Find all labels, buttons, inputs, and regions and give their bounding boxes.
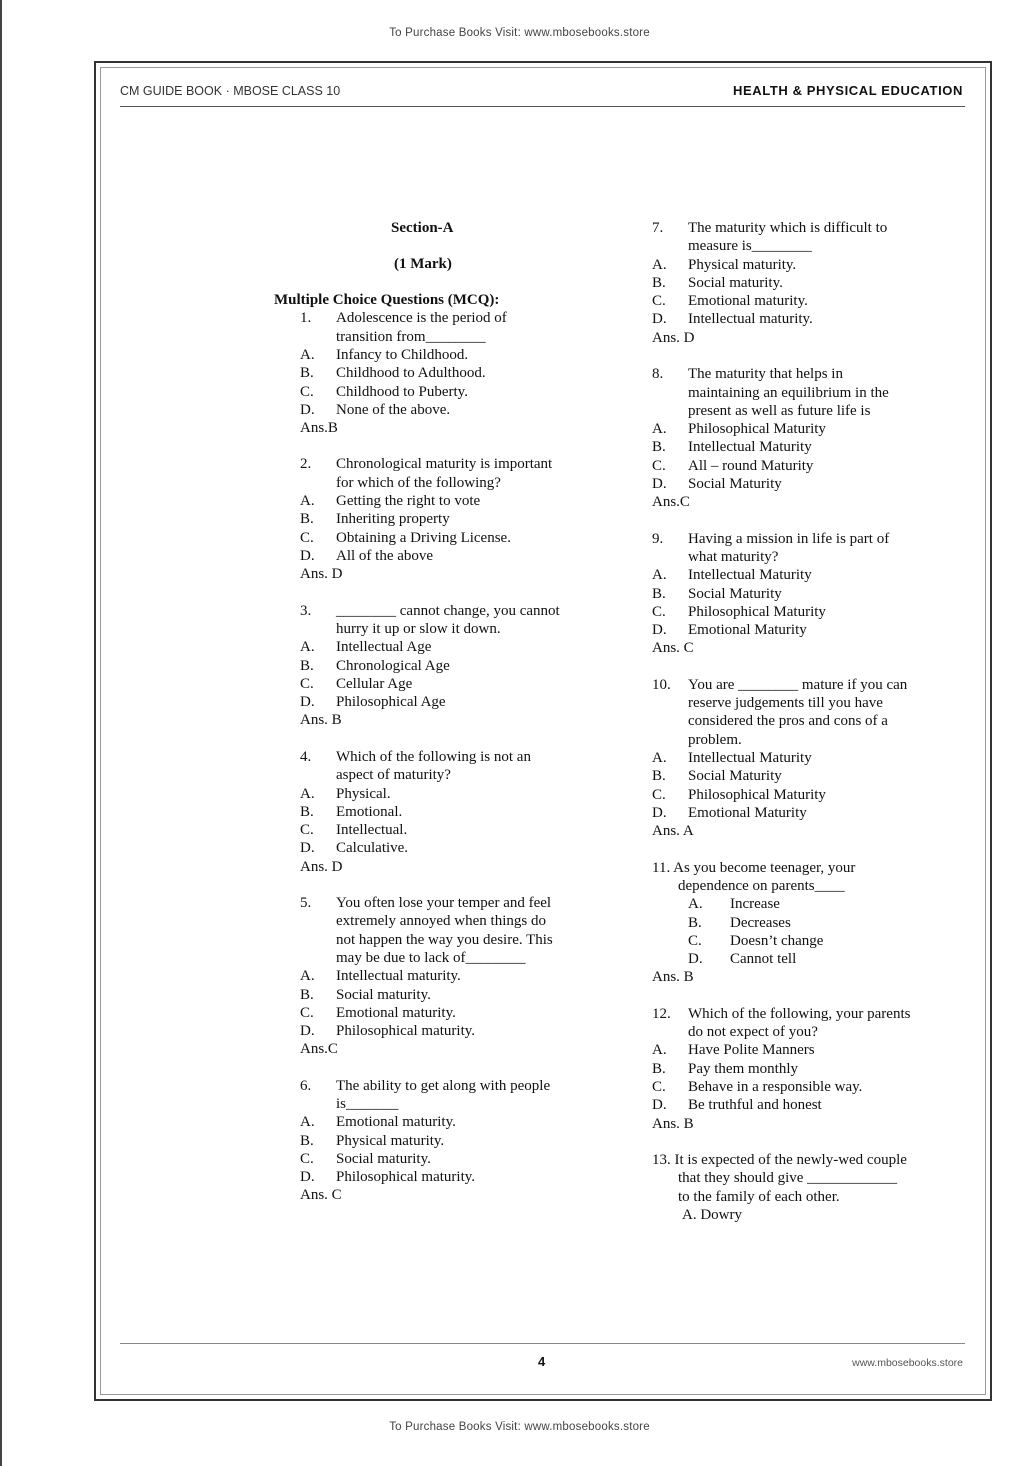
text-line: C. xyxy=(652,458,666,474)
footer-url: www.mbosebooks.store xyxy=(852,1357,963,1369)
text-line: problem. xyxy=(688,732,742,748)
text-line: Ans. B xyxy=(300,712,342,728)
page-frame xyxy=(94,61,992,1401)
text-line: Ans.C xyxy=(300,1041,338,1057)
text-line: D. xyxy=(652,476,667,492)
text-line: Ans. D xyxy=(300,566,343,582)
text-line: Adolescence is the period of xyxy=(336,310,507,326)
text-line: what maturity? xyxy=(688,549,779,565)
text-line: C. xyxy=(300,676,314,692)
text-line: Section-A xyxy=(391,220,454,236)
text-line: All of the above xyxy=(336,548,434,564)
text-line: C. xyxy=(652,293,666,309)
footer-rule xyxy=(120,1343,965,1344)
text-line: 1. xyxy=(300,310,312,326)
text-line: B. xyxy=(652,275,666,291)
text-line: D. xyxy=(652,622,667,638)
text-line: Ans. B xyxy=(652,969,694,985)
text-line: Physical maturity. xyxy=(688,257,797,273)
text-line: Social Maturity xyxy=(688,586,782,602)
text-line: Ans. D xyxy=(652,330,695,346)
text-line: Chronological Age xyxy=(336,658,450,674)
text-line: B. xyxy=(652,586,666,602)
text-line: Philosophical maturity. xyxy=(336,1169,476,1185)
text-line: Infancy to Childhood. xyxy=(336,347,469,363)
text-line: A. xyxy=(300,639,315,655)
text-line: A. xyxy=(652,257,667,273)
text-line: Ans. A xyxy=(652,823,694,839)
text-line: for which of the following? xyxy=(336,475,501,491)
text-line: Ans. B xyxy=(652,1116,694,1132)
text-line: C. xyxy=(652,604,666,620)
text-line: Obtaining a Driving License. xyxy=(336,530,511,546)
text-line: Ans.C xyxy=(652,494,690,510)
text-line: A. xyxy=(300,1114,315,1130)
header-book-title: CM GUIDE BOOK · MBOSE CLASS 10 xyxy=(120,84,341,98)
text-line: The ability to get along with people xyxy=(336,1078,551,1094)
text-line: 4. xyxy=(300,749,312,765)
text-line: ________ cannot change, you cannot xyxy=(336,603,560,619)
text-line: B. xyxy=(688,915,702,931)
text-line: that they should give ____________ xyxy=(678,1170,898,1186)
text-line: D. xyxy=(652,311,667,327)
text-line: hurry it up or slow it down. xyxy=(336,621,501,637)
text-line: D. xyxy=(652,805,667,821)
text-line: Social Maturity xyxy=(688,768,782,784)
text-line: Emotional maturity. xyxy=(688,293,808,309)
text-line: D. xyxy=(688,951,703,967)
text-line: Emotional Maturity xyxy=(688,622,807,638)
text-line: Which of the following, your parents xyxy=(688,1006,911,1022)
purchase-banner-top: To Purchase Books Visit: www.mbosebooks.store xyxy=(389,27,650,39)
text-line: Intellectual Maturity xyxy=(688,439,812,455)
text-line: not happen the way you desire. This xyxy=(336,932,553,948)
text-line: Doesn’t change xyxy=(730,933,824,949)
text-line: Childhood to Puberty. xyxy=(336,384,468,400)
text-line: D. xyxy=(300,402,315,418)
purchase-banner-bottom: To Purchase Books Visit: www.mbosebooks.store xyxy=(389,1421,650,1433)
text-line: D. xyxy=(300,1169,315,1185)
text-line: Philosophical Maturity xyxy=(688,604,826,620)
text-line: Cellular Age xyxy=(336,676,413,692)
text-line: C. xyxy=(652,1079,666,1095)
text-line: You are ________ mature if you can xyxy=(688,677,908,693)
text-line: Philosophical Age xyxy=(336,694,446,710)
text-line: B. xyxy=(300,365,314,381)
text-line: 6. xyxy=(300,1078,312,1094)
text-line: (1 Mark) xyxy=(394,256,452,272)
text-line: Chronological maturity is important xyxy=(336,456,553,472)
text-line: B. xyxy=(300,987,314,1003)
text-line: Physical. xyxy=(336,786,391,802)
text-line: Intellectual Maturity xyxy=(688,750,812,766)
text-line: Emotional maturity. xyxy=(336,1005,456,1021)
page-frame-inner xyxy=(100,67,986,1395)
text-line: B. xyxy=(652,1061,666,1077)
text-line: A. xyxy=(652,567,667,583)
text-line: transition from________ xyxy=(336,329,486,345)
text-line: A. Dowry xyxy=(682,1207,742,1223)
text-line: Ans.B xyxy=(300,420,338,436)
text-line: C. xyxy=(652,787,666,803)
header-rule xyxy=(120,106,965,107)
text-line: A. xyxy=(652,1042,667,1058)
text-line: 7. xyxy=(652,220,664,236)
text-line: 5. xyxy=(300,895,312,911)
text-line: C. xyxy=(300,530,314,546)
text-line: 2. xyxy=(300,456,312,472)
text-line: A. xyxy=(300,968,315,984)
text-line: Intellectual maturity. xyxy=(688,311,813,327)
text-line: 8. xyxy=(652,366,664,382)
text-line: C. xyxy=(688,933,702,949)
text-line: B. xyxy=(652,439,666,455)
text-line: Multiple Choice Questions (MCQ): xyxy=(274,292,500,308)
text-line: Intellectual maturity. xyxy=(336,968,461,984)
text-line: Ans. D xyxy=(300,859,343,875)
text-line: 10. xyxy=(652,677,671,693)
text-line: 12. xyxy=(652,1006,671,1022)
text-line: B. xyxy=(652,768,666,784)
text-line: Which of the following is not an xyxy=(336,749,531,765)
text-line: Ans. C xyxy=(652,640,694,656)
text-line: Philosophical maturity. xyxy=(336,1023,476,1039)
text-line: Emotional Maturity xyxy=(688,805,807,821)
text-line: Physical maturity. xyxy=(336,1133,445,1149)
text-line: 9. xyxy=(652,531,664,547)
text-line: is_______ xyxy=(336,1096,399,1112)
text-line: Intellectual Age xyxy=(336,639,432,655)
text-line: C. xyxy=(300,384,314,400)
text-line: B. xyxy=(300,511,314,527)
text-line: Increase xyxy=(730,896,780,912)
text-line: D. xyxy=(652,1097,667,1113)
text-line: Intellectual. xyxy=(336,822,408,838)
text-line: Social maturity. xyxy=(336,987,431,1003)
text-line: may be due to lack of________ xyxy=(336,950,526,966)
text-line: measure is________ xyxy=(688,238,812,254)
text-line: Have Polite Manners xyxy=(688,1042,815,1058)
text-line: Philosophical Maturity xyxy=(688,787,826,803)
text-line: maintaining an equilibrium in the xyxy=(688,385,889,401)
page-number: 4 xyxy=(538,1354,546,1369)
text-line: Decreases xyxy=(730,915,791,931)
text-line: aspect of maturity? xyxy=(336,767,451,783)
text-line: Social Maturity xyxy=(688,476,782,492)
text-line: D. xyxy=(300,548,315,564)
text-line: 3. xyxy=(300,603,312,619)
text-line: present as well as future life is xyxy=(688,403,871,419)
text-line: A. xyxy=(300,786,315,802)
text-line: Getting the right to vote xyxy=(336,493,481,509)
text-line: A. xyxy=(300,347,315,363)
text-line: Pay them monthly xyxy=(688,1061,798,1077)
text-line: D. xyxy=(300,840,315,856)
text-line: B. xyxy=(300,1133,314,1149)
header-subject: HEALTH & PHYSICAL EDUCATION xyxy=(733,83,963,98)
text-line: to the family of each other. xyxy=(678,1189,840,1205)
text-line: dependence on parents____ xyxy=(678,878,845,894)
text-line: Having a mission in life is part of xyxy=(688,531,890,547)
text-line: The maturity that helps in xyxy=(688,366,843,382)
text-line: B. xyxy=(300,804,314,820)
text-line: A. xyxy=(300,493,315,509)
text-line: B. xyxy=(300,658,314,674)
text-line: Childhood to Adulthood. xyxy=(336,365,486,381)
text-line: 11. As you become teenager, your xyxy=(652,860,856,876)
text-line: You often lose your temper and feel xyxy=(336,895,552,911)
text-line: reserve judgements till you have xyxy=(688,695,883,711)
text-line: A. xyxy=(652,421,667,437)
text-line: Philosophical Maturity xyxy=(688,421,826,437)
text-line: 13. It is expected of the newly-wed couple xyxy=(652,1152,907,1168)
text-line: C. xyxy=(300,1005,314,1021)
text-line: Cannot tell xyxy=(730,951,797,967)
text-line: Calculative. xyxy=(336,840,409,856)
text-line: do not expect of you? xyxy=(688,1024,818,1040)
text-line: None of the above. xyxy=(336,402,451,418)
text-line: A. xyxy=(652,750,667,766)
text-line: Inheriting property xyxy=(336,511,450,527)
text-line: considered the pros and cons of a xyxy=(688,713,888,729)
text-line: D. xyxy=(300,694,315,710)
text-line: Behave in a responsible way. xyxy=(688,1079,863,1095)
text-line: Social maturity. xyxy=(336,1151,431,1167)
text-line: Emotional maturity. xyxy=(336,1114,456,1130)
text-line: The maturity which is difficult to xyxy=(688,220,888,236)
text-line: extremely annoyed when things do xyxy=(336,913,546,929)
text-line: Be truthful and honest xyxy=(688,1097,822,1113)
text-line: C. xyxy=(300,822,314,838)
text-line: A. xyxy=(688,896,703,912)
text-line: C. xyxy=(300,1151,314,1167)
text-line: Emotional. xyxy=(336,804,403,820)
text-line: Social maturity. xyxy=(688,275,783,291)
text-line: Intellectual Maturity xyxy=(688,567,812,583)
text-line: Ans. C xyxy=(300,1187,342,1203)
text-line: All – round Maturity xyxy=(688,458,814,474)
text-line: D. xyxy=(300,1023,315,1039)
